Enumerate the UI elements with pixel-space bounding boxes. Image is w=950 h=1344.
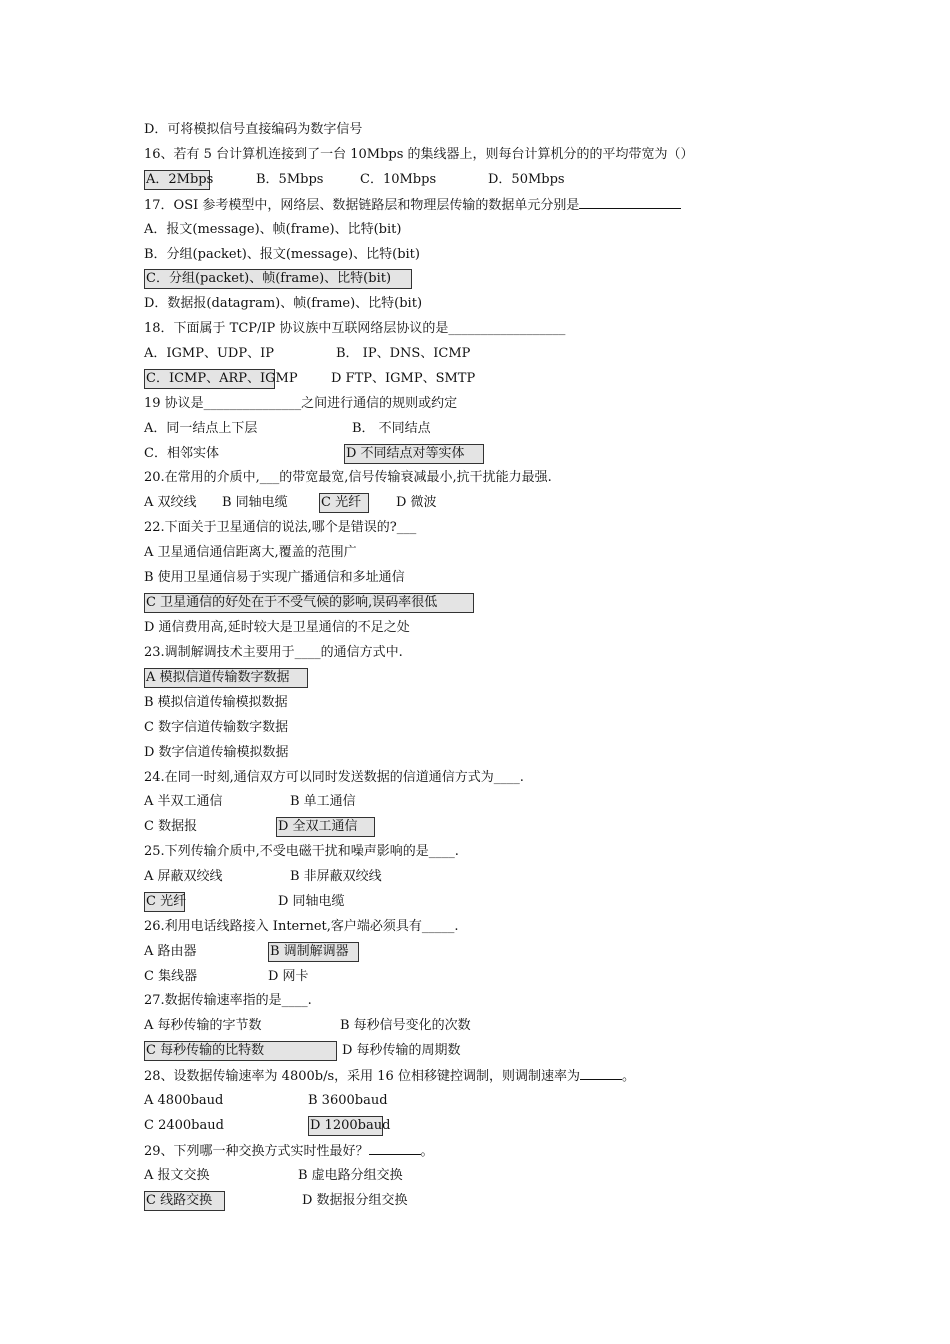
text-segment: A 报文交换 (144, 1168, 210, 1183)
text-segment: B 非屏蔽双绞线 (290, 869, 382, 884)
text-segment: A 卫星通信通信距离大,覆盖的范围广 (144, 545, 357, 560)
text-segment: B．分组(packet)、报文(message)、比特(bit) (144, 247, 420, 262)
text-segment: D 数据报分组交换 (302, 1193, 408, 1208)
answer-highlight: C 卫星通信的好处在于不受气候的影响,误码率很低 (144, 593, 474, 613)
text-segment: B 模拟信道传输模拟数据 (144, 695, 288, 710)
text-segment: A．IGMP、UDP、IP (144, 346, 274, 361)
answer-highlight: A．2Mbps (144, 170, 210, 190)
text-segment: D FTP、IGMP、SMTP (331, 371, 476, 386)
text-segment: 29、下列哪一种交换方式实时性最好？ 。 (144, 1140, 434, 1163)
text-segment: 25.下列传输介质中,不受电磁干扰和噪声影响的是____. (144, 844, 459, 859)
answer-highlight: A 模拟信道传输数字数据 (144, 668, 308, 688)
trailing-punct: 。 (420, 1144, 434, 1159)
answer-highlight: C 线路交换 (144, 1191, 225, 1211)
text-segment: 23.调制解调技术主要用于____的通信方式中. (144, 645, 403, 660)
answer-blank (369, 1140, 421, 1155)
text-segment: B 每秒信号变化的次数 (340, 1018, 471, 1033)
answer-blank (579, 194, 681, 209)
text-segment: B 虚电路分组交换 (298, 1168, 403, 1183)
text-segment: B． 不同结点 (352, 421, 431, 436)
text-segment: 27.数据传输速率指的是____. (144, 993, 312, 1008)
text-segment: A 4800baud (144, 1093, 224, 1108)
text-segment: A 双绞线 (144, 495, 197, 510)
text-segment: D 同轴电缆 (278, 894, 345, 909)
text-segment: 24.在同一时刻,通信双方可以同时发送数据的信道通信方式为____. (144, 770, 524, 785)
answer-highlight: C．分组(packet)、帧(frame)、比特(bit) (144, 269, 412, 289)
text-segment: A 屏蔽双绞线 (144, 869, 223, 884)
text-segment: D 数字信道传输模拟数据 (144, 745, 289, 760)
text-segment: D．50Mbps (488, 172, 565, 187)
text-segment: C 数字信道传输数字数据 (144, 720, 289, 735)
answer-highlight: C 光纤 (319, 493, 369, 513)
text-segment: A．同一结点上下层 (144, 421, 258, 436)
answer-highlight: D 不同结点对等实体 (344, 444, 484, 464)
text-segment: D 通信费用高,延时较大是卫星通信的不足之处 (144, 620, 410, 635)
answer-highlight: C 每秒传输的比特数 (144, 1041, 337, 1061)
answer-highlight: C．ICMP、ARP、IGMP (144, 369, 275, 389)
text-segment: C．相邻实体 (144, 446, 219, 461)
text-segment: 18．下面属于 TCP/IP 协议族中互联网络层协议的是__________________ (144, 321, 566, 336)
text-segment: D 每秒传输的周期数 (342, 1043, 461, 1058)
text-segment: 20.在常用的介质中,___的带宽最宽,信号传输衰减最小,抗干扰能力最强. (144, 470, 552, 485)
text-segment: A．报文(message)、帧(frame)、比特(bit) (144, 222, 402, 237)
text-segment: D．数据报(datagram)、帧(frame)、比特(bit) (144, 296, 423, 311)
text-segment: D 网卡 (268, 969, 309, 984)
text-segment: D 微波 (396, 495, 437, 510)
text-segment: A 路由器 (144, 944, 197, 959)
text-segment: C．10Mbps (360, 172, 437, 187)
text-segment: B 单工通信 (290, 794, 356, 809)
text-segment: B 使用卫星通信易于实现广播通信和多址通信 (144, 570, 405, 585)
text-segment: C 集线器 (144, 969, 198, 984)
text-segment: D．可将模拟信号直接编码为数字信号 (144, 122, 363, 137)
text-segment: B 同轴电缆 (222, 495, 288, 510)
text-segment: B． IP、DNS、ICMP (336, 346, 471, 361)
answer-highlight: B 调制解调器 (268, 942, 359, 962)
answer-blank (580, 1065, 622, 1080)
text-segment: 26.利用电话线路接入 Internet,客户端必须具有_____. (144, 919, 459, 934)
trailing-punct: 。 (621, 1069, 635, 1084)
text-segment: 22.下面关于卫星通信的说法,哪个是错误的?___ (144, 520, 417, 535)
answer-highlight: D 全双工通信 (276, 817, 375, 837)
text-segment: A 半双工通信 (144, 794, 223, 809)
text-segment: B 3600baud (308, 1093, 388, 1108)
answer-highlight: D 1200baud (308, 1116, 383, 1136)
text-segment: 19 协议是_______________之间进行通信的规则或约定 (144, 396, 458, 411)
text-segment: C 数据报 (144, 819, 198, 834)
text-segment: 16、若有 5 台计算机连接到了一台 10Mbps 的集线器上，则每台计算机分的的平均带宽为（） (144, 147, 694, 162)
text-segment: A 每秒传输的字节数 (144, 1018, 262, 1033)
text-segment: 28、设数据传输速率为 4800b/s，采用 16 位相移键控调制，则调制速率为 。 (144, 1065, 635, 1088)
text-segment: C 2400baud (144, 1118, 224, 1133)
text-segment: 17．OSI 参考模型中，网络层、数据链路层和物理层传输的数据单元分别是 (144, 194, 681, 217)
text-segment: B．5Mbps (256, 172, 324, 187)
answer-highlight: C 光纤 (144, 892, 185, 912)
